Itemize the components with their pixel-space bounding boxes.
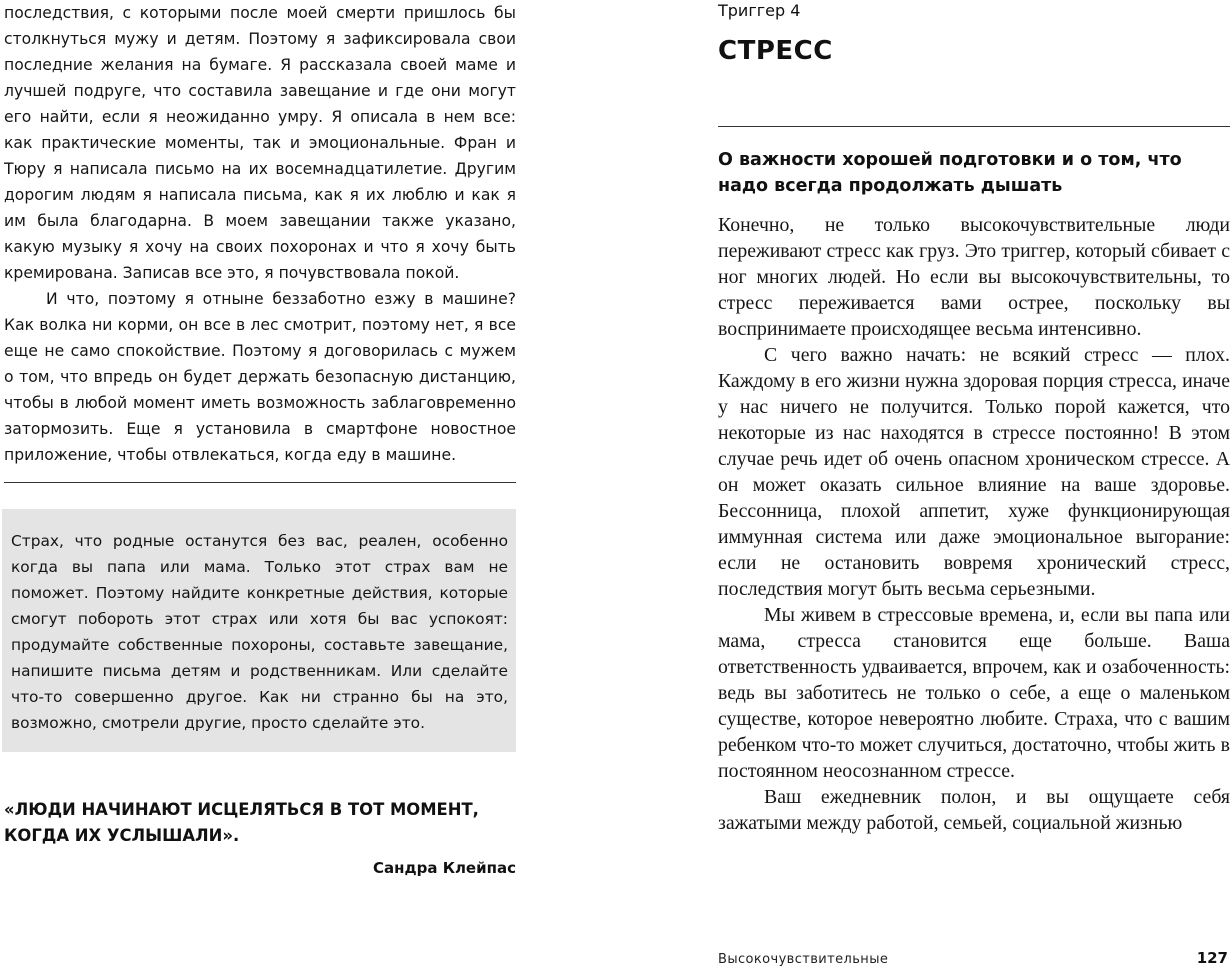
right-paragraph-1: Конечно, не только высокочувствительные люди переживают стресс как груз. Это триггер, который сбивает с ног многих людей. Но если вы высокочувствительны, то стресс переживается вами острее, поскольку вы воспринимаете происходящее весьма интенсивно. xyxy=(718,214,1230,340)
left-paragraph-1: последствия, с которыми после моей смерти пришлось бы столкнуться мужу и детям. Поэтому я зафиксировала свои последние желания на бумаге. Я рассказала своей маме и лучшей подруге, что составила завещание и где они могут его найти, если я неожиданно умру. Я описала в нем все: как практические моменты, так и эмоциональные. Фран и Тюру я написала письмо на их восемнадцатилетие. Другим дорогим людям я написала письма, как я их люблю и как я им была благодарна. В моем завещании также указано, какую музыку я хочу на своих похоронах и что я хочу быть кремирована. Записав все это, я почувствовала покой. xyxy=(4,4,516,282)
running-footer-title: Высокочувствительные xyxy=(718,952,889,967)
section-heading: О важности хорошей подготовки и о том, что надо всегда продолжать дышать xyxy=(718,150,1182,196)
left-page-body xyxy=(4,0,516,468)
left-divider xyxy=(4,482,516,483)
quote-author: Сандра Клейпас xyxy=(373,859,516,877)
chapter-title: СТРЕСС xyxy=(718,36,833,66)
right-divider xyxy=(718,126,1230,127)
right-page-body xyxy=(718,212,1230,836)
right-paragraph-4: Ваш ежедневник полон, и вы ощущаете себя зажатыми между работой, семьей, социальной жизнью xyxy=(718,786,1230,834)
trigger-label: Триггер 4 xyxy=(718,1,801,20)
callout-text: Страх, что родные останутся без вас, реален, особенно когда вы папа или мама. Только этот страх вам не поможет. Поэтому найдите конкретные действия, которые смогут побороть этот страх или хотя бы вас успокоят: продумайте собственные похороны, составьте завещание, напишите письма детям и родственникам. Или сделайте что-то совершенно другое. Как ни странно бы на это, возможно, смотрели другие, просто сделайте это. xyxy=(11,532,508,732)
right-paragraph-2: С чего важно начать: не всякий стресс — плох. Каждому в его жизни нужна здоровая порция стресса, иначе у нас ничего не получится. Только порой кажется, что некоторые из нас находятся в стрессе постоянно! В этом случае речь идет об очень опасном хроническом стрессе. А он может оказать сильное влияние на ваше здоровье. Бессонница, плохой аппетит, хуже функционирующая иммунная система или даже эмоциональное выгорание: если не остановить вовремя хронический стресс, последствия могут быть весьма серьезными. xyxy=(718,344,1230,600)
quote-text: «ЛЮДИ НАЧИНАЮТ ИСЦЕЛЯТЬСЯ В ТОТ МОМЕНТ, КОГДА ИХ УСЛЫШАЛИ». xyxy=(4,800,479,845)
pull-quote xyxy=(4,797,516,877)
left-paragraph-2: И что, поэтому я отныне беззаботно езжу в машине? Как волка ни корми, он все в лес смотрит, поэтому нет, я все еще не само спокойствие. Поэтому я договорилась с мужем о том, что впредь он будет держать безопасную дистанцию, чтобы в любой момент иметь возможность заблаговременно затормозить. Еще я установила в смартфоне новостное приложение, чтобы отвлекаться, когда еду в машине. xyxy=(4,290,516,464)
callout-box xyxy=(2,509,516,752)
page-number: 127 xyxy=(1196,949,1228,967)
right-paragraph-3: Мы живем в стрессовые времена, и, если вы папа или мама, стресса становится еще больше. Ваша ответственность удваивается, впрочем, как и озабоченность: ведь вы заботитесь не только о себе, а еще о маленьком существе, которое невероятно любите. Страха, что с вашим ребенком что-то может случиться, достаточно, чтобы жить в постоянном неосознанном стрессе. xyxy=(718,604,1230,782)
